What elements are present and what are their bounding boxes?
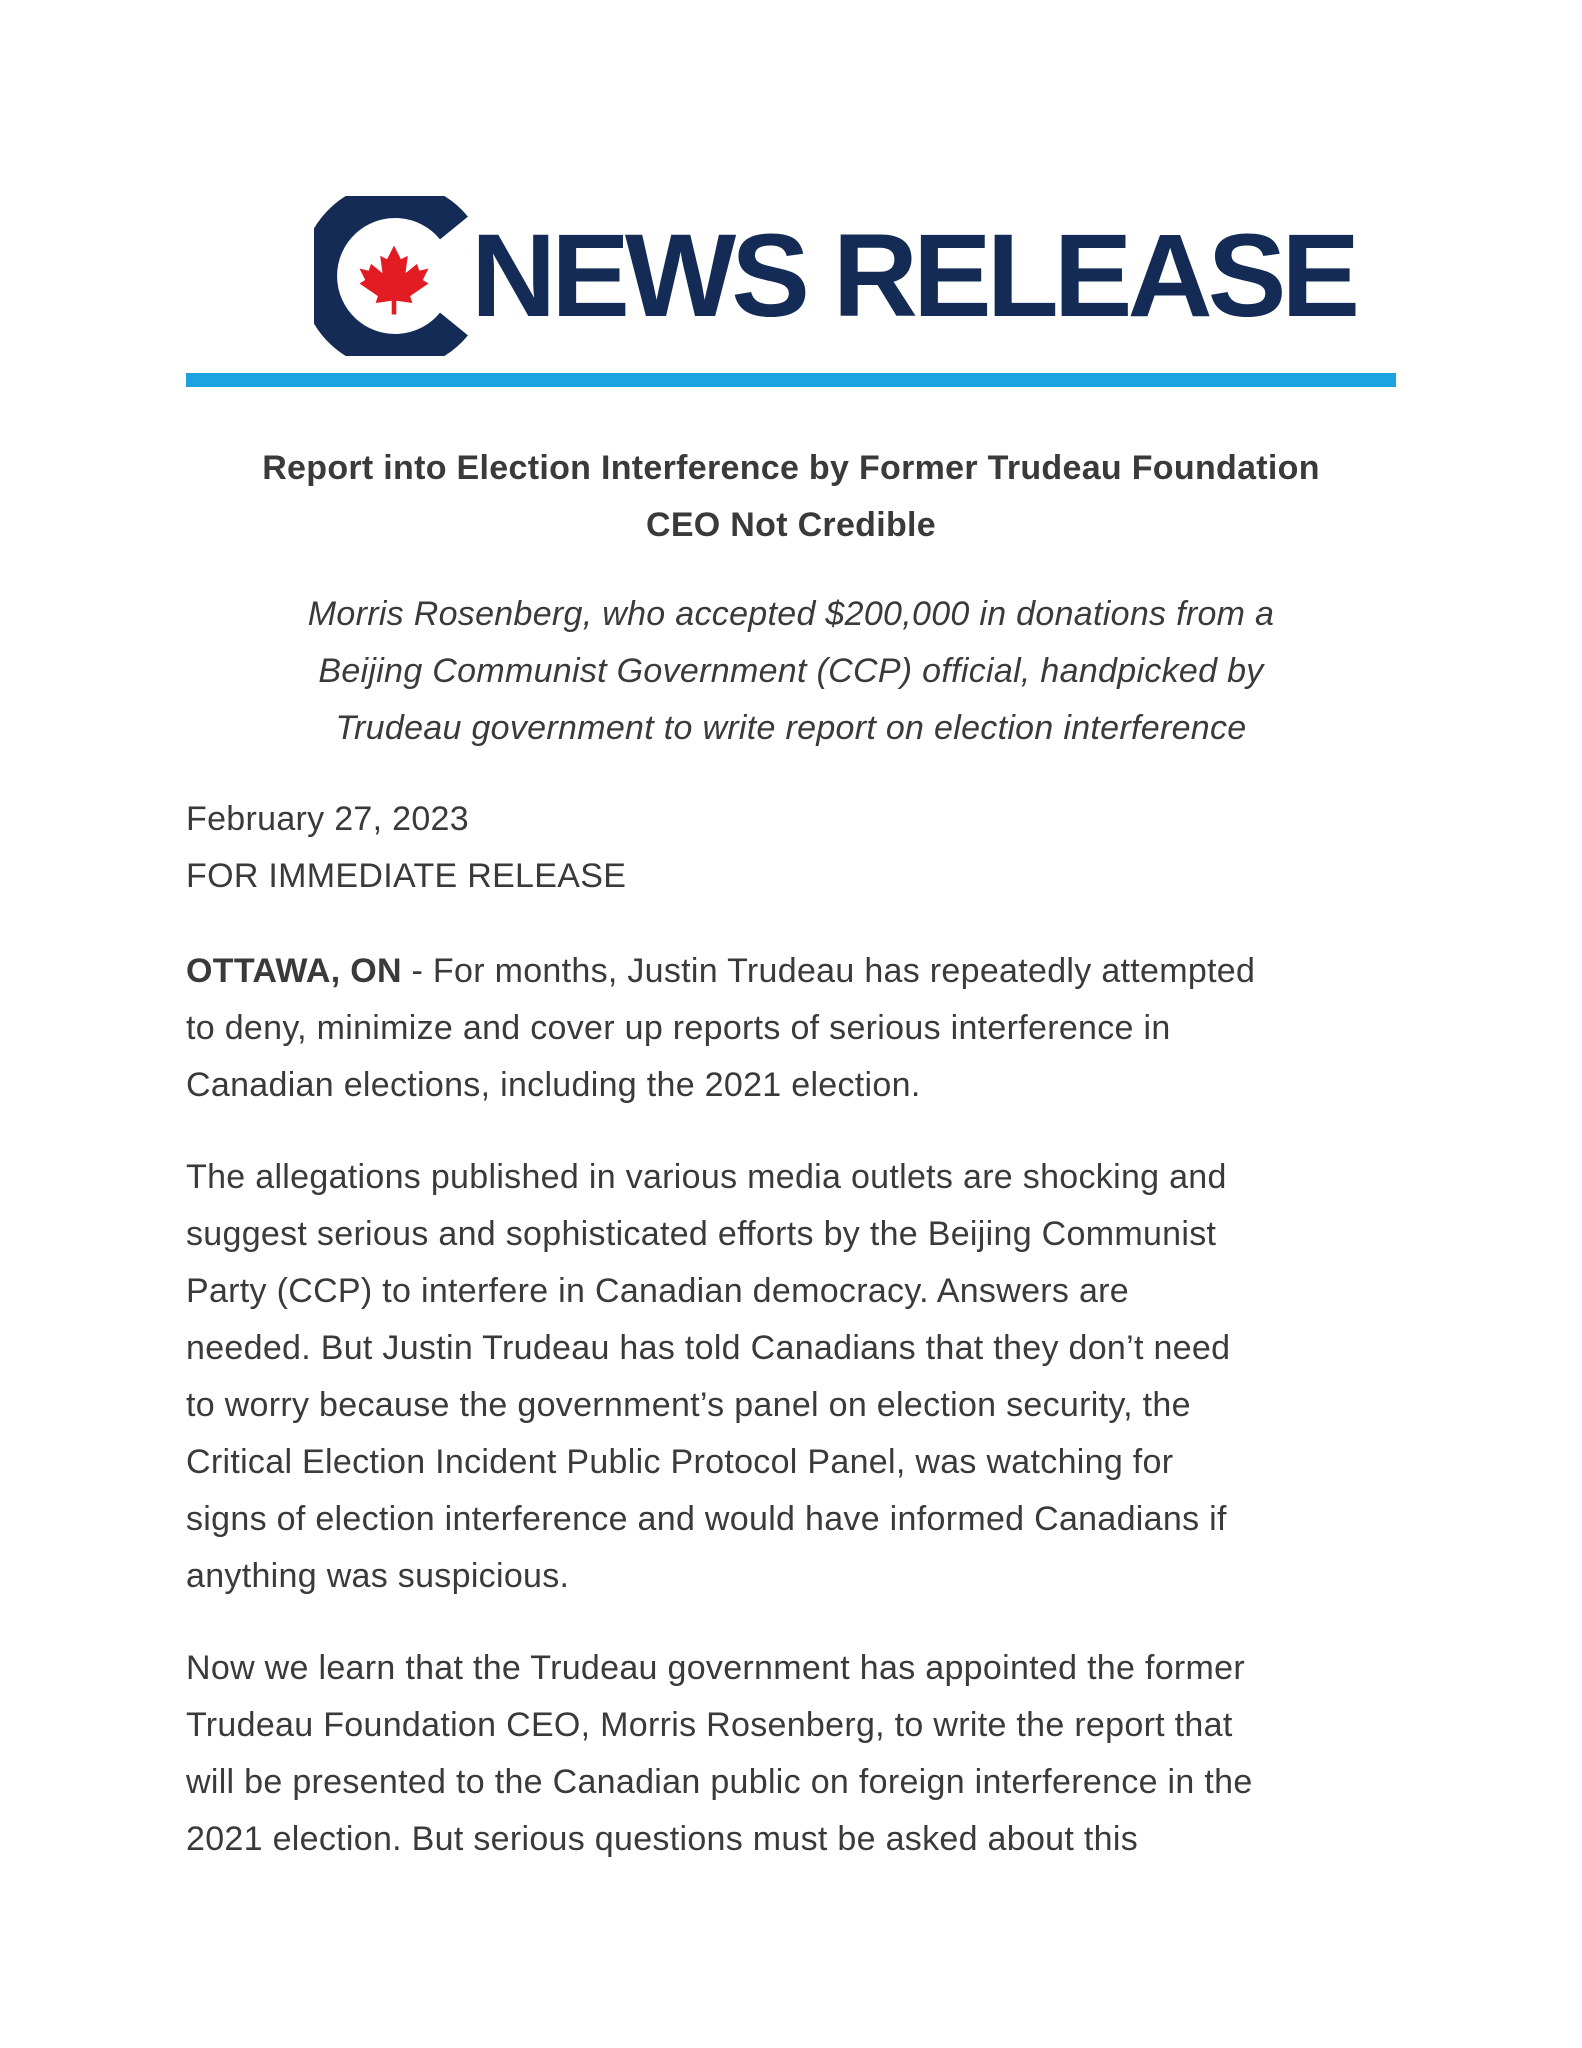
paragraph-line: Now we learn that the Trudeau government has appointed the former	[186, 1649, 1246, 1687]
header-divider	[186, 373, 1396, 387]
paragraph-line: to deny, minimize and cover up reports of serious interference in	[186, 1009, 1171, 1047]
news-release-wordmark: NEWS RELEASE	[471, 210, 1356, 342]
paragraph-line: 2021 election. But serious questions must be asked about this	[186, 1820, 1138, 1858]
title-line: CEO Not Credible	[645, 506, 937, 544]
maple-leaf-c-logo-icon	[314, 196, 474, 356]
paragraph-line: Party (CCP) to interfere in Canadian democracy. Answers are	[186, 1272, 1130, 1310]
subtitle-line: Beijing Communist Government (CCP) official, handpicked by	[318, 652, 1264, 690]
subtitle-line: Trudeau government to write report on election interference	[335, 709, 1247, 747]
news-release-header	[186, 196, 1396, 396]
dateline	[186, 791, 1396, 905]
body-paragraph-3	[186, 1640, 1416, 1868]
paragraph-text: - For months, Justin Trudeau has repeatedly attempted	[401, 952, 1256, 990]
title-line: Report into Election Interference by Former Trudeau Foundation	[262, 449, 1320, 487]
paragraph-line: Critical Election Incident Public Protocol Panel, was watching for	[186, 1443, 1174, 1481]
paragraph-line	[186, 943, 1416, 1000]
paragraph-line: will be presented to the Canadian public on foreign interference in the	[186, 1763, 1253, 1801]
paragraph-line: signs of election interference and would have informed Canadians if	[186, 1500, 1227, 1538]
location-lead: OTTAWA, ON	[186, 952, 402, 990]
release-date: February 27, 2023	[186, 800, 469, 838]
paragraph-line: The allegations published in various media outlets are shocking and	[186, 1158, 1227, 1196]
paragraph-line: to worry because the government’s panel on election security, the	[186, 1386, 1191, 1424]
paragraph-line: Canadian elections, including the 2021 election.	[186, 1066, 921, 1104]
paragraph-line: needed. But Justin Trudeau has told Canadians that they don’t need	[186, 1329, 1231, 1367]
paragraph-line: Trudeau Foundation CEO, Morris Rosenberg, to write the report that	[186, 1706, 1233, 1744]
paragraph-line: anything was suspicious.	[186, 1557, 570, 1595]
release-title	[186, 440, 1396, 554]
release-subtitle	[186, 586, 1396, 757]
body-paragraph-1	[186, 943, 1416, 1114]
release-status: FOR IMMEDIATE RELEASE	[186, 857, 627, 895]
body-paragraph-2	[186, 1149, 1416, 1605]
paragraph-line: suggest serious and sophisticated efforts by the Beijing Communist	[186, 1215, 1217, 1253]
subtitle-line: Morris Rosenberg, who accepted $200,000 in donations from a	[307, 595, 1275, 633]
